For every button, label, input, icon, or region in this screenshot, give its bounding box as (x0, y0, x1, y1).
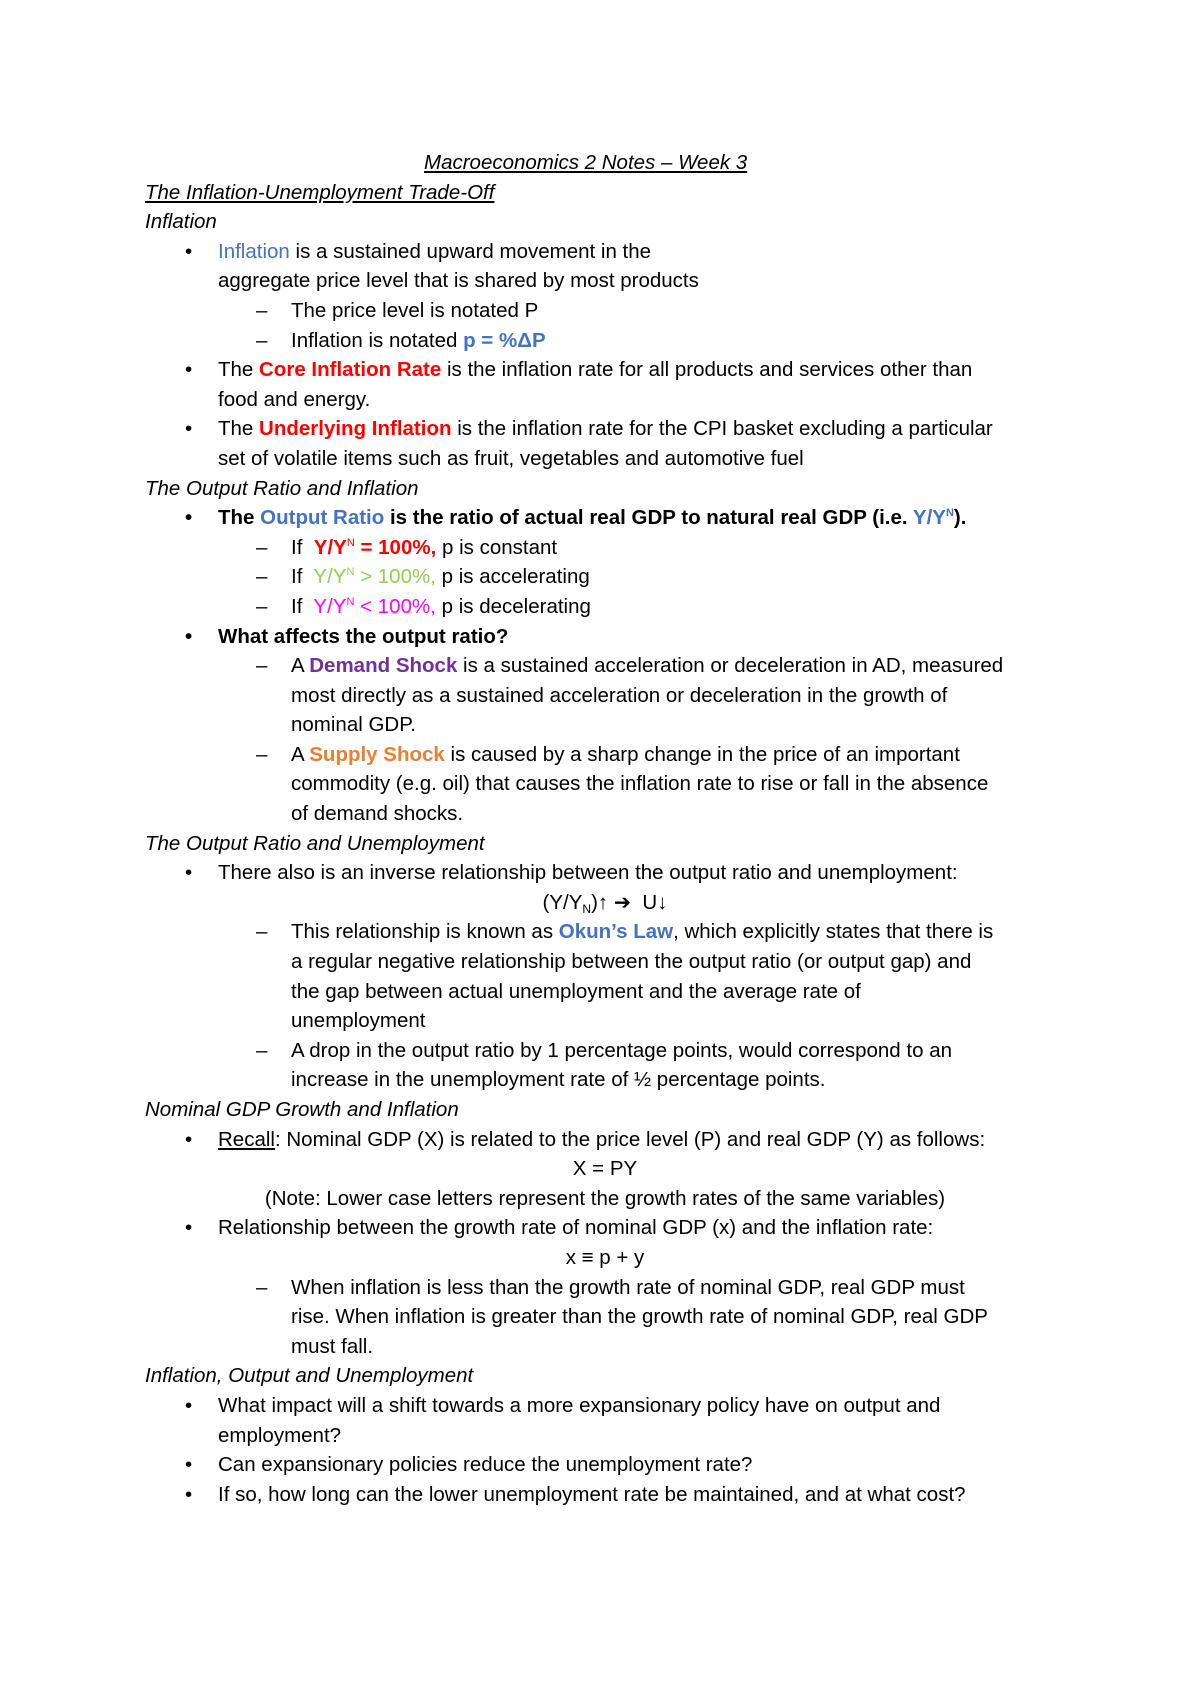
dash-icon: – (256, 328, 268, 352)
sub-bullet-okuns-law: – This relationship is known as Okun’s Law, which explicitly states that there is (145, 917, 1065, 947)
equation-okun-direction: $(Y/Y_N)↑$ ➔ U↓ (542, 890, 668, 916)
sub-bullet-ratio-decelerating: – If $Y/Y^N < 100\%$, p is decelerating (145, 592, 1065, 622)
subheading-output-ratio-inflation: The Output Ratio and Inflation (145, 476, 419, 500)
bullet-question-impact: • What impact will a shift towards a more expansionary policy have on output and (145, 1391, 1065, 1421)
sub-bullet-continuation: the gap between actual unemployment and the average rate of (291, 979, 861, 1003)
term-core-inflation: Core Inflation Rate (259, 358, 442, 382)
bullet-icon: • (185, 239, 193, 263)
bullet-core-inflation: • The Core Inflation Rate is the inflation rate for all products and services other than (145, 355, 1065, 385)
notes-body (145, 148, 1065, 1509)
sub-bullet-continuation: a regular negative relationship between the output ratio (or output gap) and (291, 950, 972, 974)
bullet-question-reduce: • Can expansionary policies reduce the unemployment rate? (145, 1450, 1065, 1480)
sub-bullet-real-gdp: – When inflation is less than the growth rate of nominal GDP, real GDP must (145, 1273, 1065, 1303)
dash-icon: – (256, 742, 268, 766)
dash-icon: – (256, 594, 268, 618)
subheading-nominal-gdp: Nominal GDP Growth and Inflation (145, 1098, 459, 1121)
bullet-icon: • (185, 1482, 193, 1506)
sub-bullet-output-drop: – A drop in the output ratio by 1 percentage points, would correspond to an (145, 1036, 1065, 1066)
sub-bullet-supply-shock: – A Supply Shock is caused by a sharp change in the price of an important (145, 740, 1065, 770)
sub-bullet-continuation: rise. When inflation is greater than the growth rate of nominal GDP, real GDP (291, 1305, 988, 1329)
bullet-continuation: food and energy. (218, 387, 371, 411)
bullet-continuation: aggregate price level that is shared by most products (218, 269, 699, 293)
dash-icon: – (256, 565, 268, 589)
term-okuns-law: Okun’s Law (558, 920, 674, 944)
sub-bullet-price-level: – The price level is notated P (145, 296, 1065, 326)
sub-bullet-inflation-notation: – Inflation is notated p = %ΔP (145, 326, 1065, 356)
bullet-icon: • (185, 417, 193, 441)
bullet-icon: • (185, 861, 193, 885)
sub-bullet-continuation: most directly as a sustained acceleration or deceleration in the growth of (291, 683, 948, 707)
document-title: Macroeconomics 2 Notes – Week 3 (424, 151, 748, 174)
sub-bullet-continuation: unemployment (291, 1009, 426, 1033)
bullet-continuation: employment? (218, 1423, 342, 1447)
term-supply-shock: Supply Shock (309, 742, 445, 766)
bullet-recall: • Recall: Nominal GDP (X) is related to the price level (P) and real GDP (Y) as follows: (145, 1125, 1065, 1155)
bullet-output-ratio-def: • The Output Ratio is the ratio of actual real GDP to natural real GDP (i.e. $Y/Y^N$). (145, 503, 1065, 533)
subheading-inflation-output-unemployment: Inflation, Output and Unemployment (145, 1364, 474, 1388)
dash-icon: – (256, 920, 268, 944)
dash-icon: – (256, 535, 268, 559)
bullet-inverse-relationship: • There also is an inverse relationship between the output ratio and unemployment: (145, 858, 1065, 888)
dash-icon: – (256, 654, 268, 678)
bullet-growth-relationship: • Relationship between the growth rate of nominal GDP (x) and the inflation rate: (145, 1213, 1065, 1243)
bullet-continuation: set of volatile items such as fruit, vegetables and automotive fuel (218, 446, 804, 470)
sub-bullet-ratio-accelerating: – If $Y/Y^N > 100\%$, p is accelerating (145, 562, 1065, 592)
formula-inflation: p = %ΔP (463, 328, 546, 352)
sub-bullet-continuation: of demand shocks. (291, 802, 464, 826)
bullet-inflation-def: • Inflation is a sustained upward movement in the (145, 237, 1065, 267)
bullet-icon: • (185, 506, 193, 530)
sub-bullet-demand-shock: – A Demand Shock is a sustained acceleration or deceleration in AD, measured (145, 651, 1065, 681)
bullet-icon: • (185, 1216, 193, 1240)
bullet-underlying-inflation: • The Underlying Inflation is the inflation rate for the CPI basket excluding a particular (145, 414, 1065, 444)
sub-bullet-continuation: must fall. (291, 1334, 374, 1358)
subheading-inflation: Inflation (145, 210, 217, 234)
sub-bullet-continuation: increase in the unemployment rate of ½ percentage points. (291, 1068, 826, 1092)
equation-x-py: X = PY (572, 1157, 638, 1181)
note-lower-case: (Note: Lower case letters represent the growth rates of the same variables) (264, 1186, 946, 1210)
dash-icon: – (256, 298, 268, 322)
section-heading-tradeoff: The Inflation-Unemployment Trade-Off (145, 180, 495, 204)
sub-bullet-ratio-constant: – If $Y/Y^N = 100\%$, p is constant (145, 533, 1065, 563)
equation-x-p-y: x ≡ p + y (565, 1245, 645, 1269)
bullet-question-cost: • If so, how long can the lower unemployment rate be maintained, and at what cost? (145, 1480, 1065, 1510)
dash-icon: – (256, 1038, 268, 1062)
dash-icon: – (256, 1275, 268, 1299)
bullet-icon: • (185, 358, 193, 382)
term-demand-shock: Demand Shock (309, 654, 458, 678)
bullet-icon: • (185, 624, 193, 648)
bullet-affects-output-ratio: • What affects the output ratio? (145, 622, 1065, 652)
bullet-icon: • (185, 1393, 193, 1417)
subheading-output-ratio-unemployment: The Output Ratio and Unemployment (145, 831, 485, 855)
term-output-ratio: Output Ratio (260, 506, 385, 530)
term-inflation: Inflation (218, 239, 290, 263)
term-underlying-inflation: Underlying Inflation (259, 417, 452, 441)
sub-bullet-continuation: nominal GDP. (291, 713, 416, 737)
sub-bullet-continuation: commodity (e.g. oil) that causes the inflation rate to rise or fall in the absence (291, 772, 989, 796)
bullet-icon: • (185, 1453, 193, 1477)
bullet-icon: • (185, 1127, 193, 1151)
